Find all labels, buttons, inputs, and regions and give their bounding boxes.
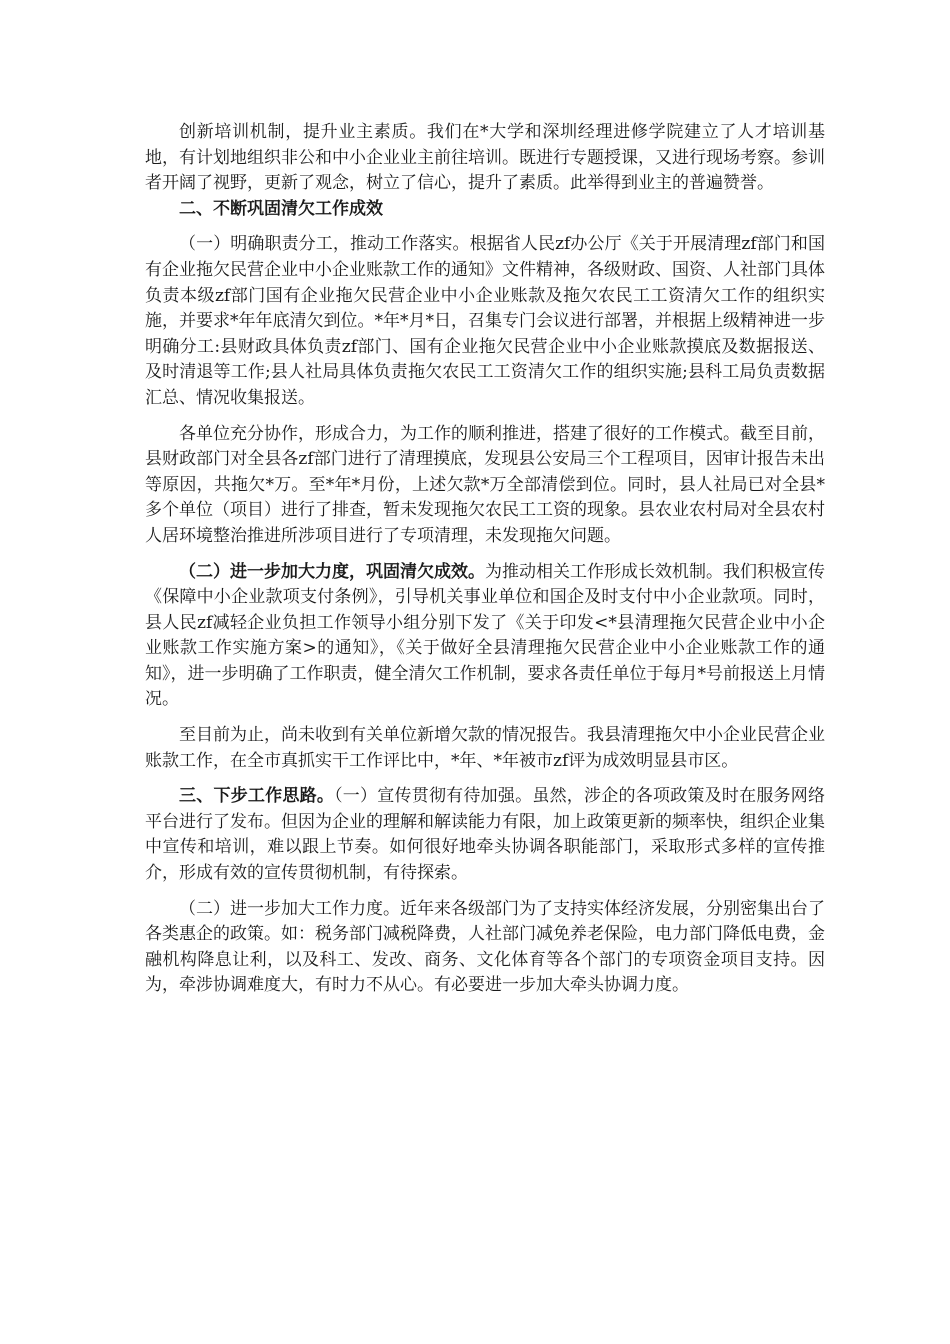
paragraph-training: 创新培训机制，提升业主素质。我们在*大学和深圳经理进修学院建立了人才培训基地，有计划地组织非公和中小企业业主前往培训。既进行专题授课，又进行现场考察。参训者开阔了视野，更新了观念，树立了信心，提升了素质。此举得到业主的普遍赞誉。 xyxy=(145,122,825,194)
document-page xyxy=(145,120,825,999)
paragraph-status: 至目前为止，尚未收到有关单位新增欠款的情况报告。我县清理拖欠中小企业民营企业账款工作，在全市真抓实干工作评比中，*年、*年被市zf评为成效明显县市区。 xyxy=(145,725,825,771)
section-heading-2: 二、不断巩固清欠工作成效 xyxy=(179,198,383,219)
paragraph-cooperation: 各单位充分协作，形成合力，为工作的顺利推进，搭建了很好的工作模式。截至目前，县财政部门对全县各zf部门进行了清理摸底，发现县公安局三个工程项目，因审计报告未出等原因，共拖欠*万。至*年*月份，上述欠款*万全部清偿到位。同时，县人社局已对全县*多个单位（项目）进行了排查，暂未发现拖欠农民工工资的现象。县农业农村局对全县农村人居环境整治推进所涉项目进行了专项清理，未发现拖欠问题。 xyxy=(145,423,825,546)
paragraph-responsibilities: （一）明确职责分工，推动工作落实。根据省人民zf办公厅《关于开展清理zf部门和国有企业拖欠民营企业中小企业账款工作的通知》文件精神，各级财政、国资、人社部门具体负责本级zf部门国有企业拖欠民营企业中小企业账款及拖欠农民工工资清欠工作的组织实施，并要求*年年底清欠到位。*年*月*日，召集专门会议进行部署，并根据上级精神进一步明确分工:县财政具体负责zf部门、国有企业拖欠民营企业中小企业账款摸底及数据报送、及时清退等工作;县人社局具体负责拖欠农民工工资清欠工作的组织实施;县科工局负责数据汇总、情况收集报送。 xyxy=(145,234,825,408)
paragraph-next-steps-lead: 三、下步工作思路。 xyxy=(179,786,335,807)
paragraph-strengthen-lead: （二）进一步加大力度，巩固清欠成效。 xyxy=(179,561,485,582)
paragraph-next-steps-body: （一）宣传贯彻有待加强。虽然，涉企的各项政策及时在服务网络平台进行了发布。但因为企业的理解和解读能力有限，加上政策更新的频率快，组织企业集中宣传和培训，难以跟上节奏。如何很好地牵头协调各职能部门，采取形式多样的宣传推介，形成有效的宣传贯彻机制，有待探索。 xyxy=(145,786,826,884)
paragraph-next-steps xyxy=(145,784,825,886)
paragraph-increase-effort: （二）进一步加大工作力度。近年来各级部门为了支持实体经济发展，分别密集出台了各类惠企的政策。如：税务部门减税降费，人社部门减免养老保险，电力部门降低电费，金融机构降息让利，以及科工、发改、商务、文化体育等各个部门的专项资金项目支持。因为，牵涉协调难度大，有时力不从心。有必要进一步加大牵头协调力度。 xyxy=(145,898,825,996)
paragraph-strengthen-body: 为推动相关工作形成长效机制。我们积极宣传《保障中小企业款项支付条例》，引导机关事业单位和国企及时支付中小企业款项。同时，县人民zf减轻企业负担工作领导小组分别下发了《关于印发<*县清理拖欠民营企业中小企业账款工作实施方案>的通知》，《关于做好全县清理拖欠民营企业中小企业账款工作的通知》，进一步明确了工作职责，健全清欠工作机制，要求各责任单位于每月*号前报送上月情况。 xyxy=(145,561,825,710)
paragraph-strengthen xyxy=(145,560,825,714)
